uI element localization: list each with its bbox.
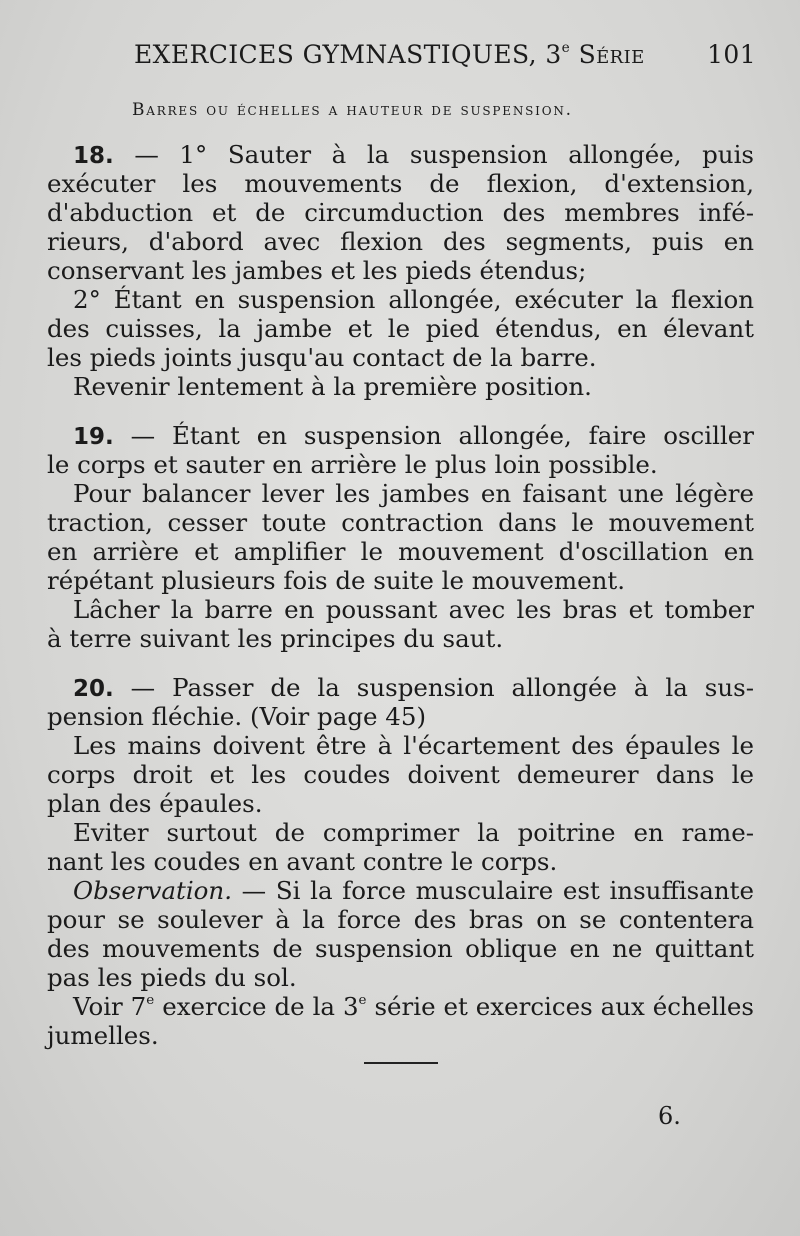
text-line: traction, cesser toute contraction dans le mouvement <box>47 508 754 537</box>
text-line: rieurs, d'abord avec flexion des segments, puis en <box>47 227 754 256</box>
text-line: pension fléchie. (Voir page 45) <box>47 702 427 731</box>
text-line: Lâcher la barre en poussant avec les bras et tomber <box>73 595 754 624</box>
text-line: conservant les jambes et les pieds étendus; <box>47 256 587 285</box>
text-line: en arrière et amplifier le mouvement d'oscillation en <box>47 537 754 566</box>
text-line: Voir 7e exercice de la 3e série et exercices aux échelles <box>73 992 755 1021</box>
exercise-number: 20. <box>73 676 114 702</box>
exercise-20 <box>47 673 754 1050</box>
exercise-18 <box>47 140 754 401</box>
text-line: 19. — Étant en suspension allongée, faire osciller <box>73 421 754 450</box>
text-line: 18. — 1° Sauter à la suspension allongée, puis <box>73 140 754 169</box>
text-line: des mouvements de suspension oblique en ne quittant <box>47 934 754 963</box>
exercise-19 <box>47 421 754 653</box>
text-line: exécuter les mouvements de flexion, d'extension, <box>47 169 754 198</box>
observation-label: Observation. <box>73 876 232 905</box>
text-line: plan des épaules. <box>47 789 263 818</box>
text-line: pas les pieds du sol. <box>47 963 297 992</box>
exercise-number: 18. <box>73 143 114 169</box>
text-line: Les mains doivent être à l'écartement des épaules le <box>73 731 754 760</box>
text-line: jumelles. <box>47 1021 159 1050</box>
text-line: à terre suivant les principes du saut. <box>47 624 504 653</box>
text-line: d'abduction et de circumduction des membres infé- <box>47 198 754 227</box>
text-line: des cuisses, la jambe et le pied étendus, en élevant <box>47 314 754 343</box>
text-line: Eviter surtout de comprimer la poitrine en rame- <box>73 818 754 847</box>
text-line: 2° Étant en suspension allongée, exécuter la flexion <box>73 285 754 314</box>
text-line: Revenir lentement à la première position. <box>73 372 592 401</box>
text-line: Observation. — Si la force musculaire est insuffisante <box>73 876 754 905</box>
text-line: répétant plusieurs fois de suite le mouvement. <box>47 566 625 595</box>
exercise-number: 19. <box>73 424 114 450</box>
signature-mark: 6. <box>658 1102 681 1130</box>
text-line: le corps et sauter en arrière le plus loin possible. <box>47 450 658 479</box>
text-line: 20. — Passer de la suspension allongée à la sus- <box>73 673 754 702</box>
text-line: pour se soulever à la force des bras on se contentera <box>47 905 754 934</box>
text-line: corps droit et les coudes doivent demeurer dans le <box>47 760 754 789</box>
end-rule <box>364 1062 438 1064</box>
text-line: Pour balancer lever les jambes en faisant une légère <box>73 479 754 508</box>
text-line: les pieds joints jusqu'au contact de la barre. <box>47 343 597 372</box>
text-line: nant les coudes en avant contre le corps. <box>47 847 558 876</box>
page-body <box>47 140 754 1050</box>
section-subheader: Barres ou échelles a hauteur de suspension. <box>132 100 573 120</box>
page-number: 101 <box>707 40 756 69</box>
header-title: EXERCICES GYMNASTIQUES, 3e Série <box>134 40 645 69</box>
